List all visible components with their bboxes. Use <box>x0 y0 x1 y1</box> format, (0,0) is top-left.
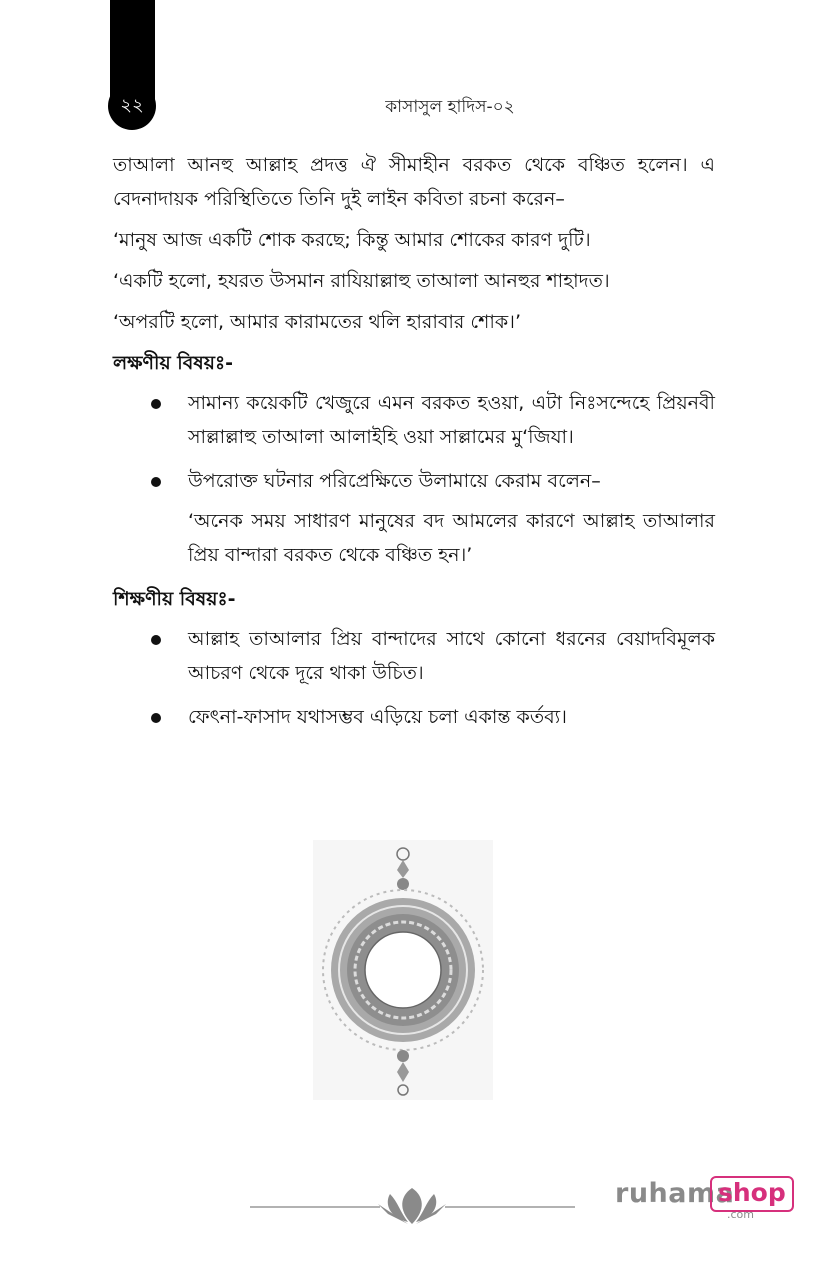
page-content <box>113 148 715 744</box>
brand-domain: .com <box>727 1208 754 1221</box>
section-heading-noteworthy: লক্ষণীয় বিষয়ঃ- <box>113 352 233 374</box>
footer-divider-icon <box>250 1180 575 1230</box>
section-heading-lessons: শিক্ষণীয় বিষয়ঃ- <box>113 588 236 610</box>
bullet-icon <box>151 477 161 487</box>
list-item <box>113 622 715 690</box>
paragraph-4: ‘অপরটি হলো, আমার কারামতের থলি হারাবার শোক।’ <box>113 311 521 333</box>
lessons-list <box>113 622 715 734</box>
list-item-quote: ‘অনেক সময় সাধারণ মানুষের বদ আমলের কারণে আল্লাহ তাআলার প্রিয় বান্দারা বরকত থেকে বঞ্চিত হন।’ <box>188 510 715 566</box>
brand-logo <box>615 1176 785 1224</box>
list-item-text: উপরোক্ত ঘটনার পরিপ্রেক্ষিতে উলামায়ে কেরাম বলেন– <box>188 470 601 492</box>
paragraph-1: তাআলা আনহু আল্লাহ প্রদত্ত ঐ সীমাহীন বরকত থেকে বঞ্চিত হলেন। এ বেদনাদায়ক পরিস্থিতিতে তিনি দুই লাইন কবিতা রচনা করেন– <box>113 154 715 210</box>
list-item <box>113 464 715 572</box>
bullet-icon <box>151 635 161 645</box>
noteworthy-list <box>113 386 715 572</box>
paragraph-2: ‘মানুষ আজ একটি শোক করছে; কিন্তু আমার শোকের কারণ দুটি। <box>113 229 591 251</box>
running-title: কাসাসুল হাদিস-০২ <box>385 97 515 117</box>
list-item-text: ফেৎনা-ফাসাদ যথাসম্ভব এড়িয়ে চলা একান্ত কর্তব্য। <box>188 706 567 728</box>
bullet-icon <box>151 713 161 723</box>
bullet-icon <box>151 399 161 409</box>
brand-name: ruhama <box>615 1178 735 1209</box>
paragraph-3: ‘একটি হলো, হযরত উসমান রাযিয়াল্লাহু তাআলা আনহুর শাহাদত। <box>113 270 610 292</box>
brand-shop-badge: shop <box>710 1176 794 1212</box>
page-number: ২২ <box>108 82 156 130</box>
list-item-text: আল্লাহ তাআলার প্রিয় বান্দাদের সাথে কোনো ধরনের বেয়াদবিমূলক আচরণ থেকে দূরে থাকা উচিত। <box>188 628 715 684</box>
list-item <box>113 386 715 454</box>
list-item <box>113 700 715 734</box>
rosette-ornament-icon <box>313 840 493 1100</box>
list-item-text: সামান্য কয়েকটি খেজুরে এমন বরকত হওয়া, এটা নিঃসন্দেহে প্রিয়নবী সাল্লাল্লাহু তাআলা আলাইহি ওয়া সাল্লামের মু‘জিযা। <box>188 392 715 448</box>
